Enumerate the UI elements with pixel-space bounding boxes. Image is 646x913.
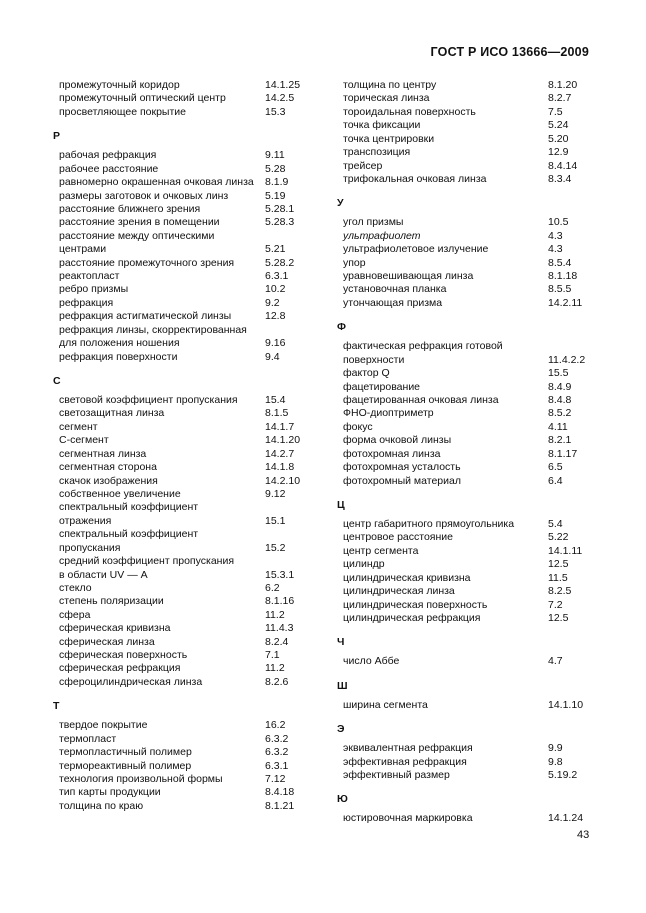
index-term: цилиндр	[343, 558, 385, 571]
index-entry	[59, 149, 339, 162]
section-letter: Т	[53, 700, 60, 713]
index-term: пропускания	[59, 541, 121, 554]
index-term: расстояние зрения в помещении	[59, 216, 220, 229]
index-ref: 9.12	[265, 487, 286, 500]
document-header: ГОСТ Р ИСО 13666—2009	[430, 45, 589, 59]
section-gap	[343, 669, 593, 677]
index-term: просветляющее покрытие	[59, 105, 186, 118]
index-term: угол призмы	[343, 216, 404, 229]
index-term: размеры заготовок и очковых линз	[59, 189, 229, 202]
index-term: сферическая рефракция	[59, 662, 181, 675]
index-entry	[59, 475, 339, 488]
index-ref: 9.16	[265, 337, 286, 350]
index-ref: 8.1.9	[265, 176, 289, 189]
index-entry	[59, 324, 339, 337]
index-entry	[343, 106, 593, 119]
index-entry	[59, 283, 339, 296]
index-term: юстировочная маркировка	[343, 812, 473, 825]
index-ref: 14.1.7	[265, 420, 295, 433]
index-entry	[343, 381, 593, 394]
index-entry	[59, 310, 339, 323]
index-entry	[343, 146, 593, 159]
index-entry	[59, 190, 339, 203]
index-term: технология произвольной формы	[59, 772, 223, 785]
index-entry	[59, 106, 339, 119]
index-term: рабочая рефракция	[59, 149, 157, 162]
index-term: центрами	[59, 243, 107, 256]
index-ref: 8.1.17	[548, 447, 578, 460]
index-ref: 6.3.2	[265, 746, 289, 759]
index-term: цилиндрическая кривизна	[343, 571, 471, 584]
index-entry	[343, 230, 593, 243]
index-ref: 15.4	[265, 394, 286, 407]
index-term: трифокальная очковая линза	[343, 172, 487, 185]
index-term: термореактивный полимер	[59, 759, 192, 772]
index-term: промежуточный оптический центр	[59, 92, 226, 105]
index-term: фактор Q	[343, 367, 390, 380]
index-ref: 12.5	[548, 558, 569, 571]
section-gap	[59, 119, 339, 127]
index-entry	[59, 676, 339, 689]
index-term: расстояние промежуточного зрения	[59, 256, 235, 269]
index-ref: 9.4	[265, 350, 280, 363]
index-term: точка центрировки	[343, 132, 435, 145]
index-entry	[343, 448, 593, 461]
index-entry	[343, 742, 593, 755]
index-entry	[343, 421, 593, 434]
index-term: упор	[343, 256, 366, 269]
page-number: 43	[577, 829, 590, 841]
section-gap	[59, 689, 339, 697]
index-entry	[59, 351, 339, 364]
index-term: в области UV — А	[59, 568, 148, 581]
section-gap	[343, 625, 593, 633]
index-term: скачок изображения	[59, 474, 158, 487]
index-term: установочная планка	[343, 283, 447, 296]
index-ref: 16.2	[265, 719, 286, 732]
index-term: степень поляризации	[59, 595, 164, 608]
index-ref: 5.28.3	[265, 216, 295, 229]
index-ref: 6.2	[265, 581, 280, 594]
index-entry	[343, 599, 593, 612]
index-entry	[59, 760, 339, 773]
index-entry	[59, 582, 339, 595]
index-ref: 8.5.2	[548, 407, 572, 420]
index-entry	[59, 216, 339, 229]
section-letter: С	[53, 375, 61, 388]
index-term: сегментная сторона	[59, 461, 157, 474]
index-term: собственное увеличение	[59, 487, 181, 500]
index-ref: 5.19	[265, 189, 286, 202]
index-ref: 7.1	[265, 649, 280, 662]
index-entry	[343, 475, 593, 488]
index-term: стекло	[59, 581, 92, 594]
index-ref: 6.3.1	[265, 270, 289, 283]
index-ref: 6.5	[548, 461, 563, 474]
section-gap	[343, 488, 593, 496]
section-letter: Ч	[337, 636, 345, 649]
index-entry	[59, 421, 339, 434]
index-entry	[343, 545, 593, 558]
index-ref: 14.1.10	[548, 698, 584, 711]
index-term: сегмент	[59, 420, 98, 433]
index-entry	[59, 257, 339, 270]
index-ref: 14.1.25	[265, 79, 301, 91]
index-entry	[343, 572, 593, 585]
index-entry	[343, 160, 593, 173]
index-entry	[343, 216, 593, 229]
index-entry	[59, 649, 339, 662]
index-entry	[59, 488, 339, 501]
index-entry	[59, 434, 339, 447]
index-ref: 15.5	[548, 367, 569, 380]
index-term: число Аббе	[343, 655, 400, 668]
index-term: термопластичный полимер	[59, 746, 192, 759]
index-ref: 8.5.5	[548, 283, 572, 296]
index-ref: 5.19.2	[548, 769, 578, 782]
index-ref: 9.9	[548, 742, 563, 755]
index-term: для положения ношения	[59, 337, 180, 350]
index-term: ребро призмы	[59, 283, 129, 296]
index-entry	[343, 394, 593, 407]
index-entry	[343, 612, 593, 625]
index-entry	[59, 515, 339, 528]
index-entry	[59, 407, 339, 420]
index-entry	[343, 354, 593, 367]
index-ref: 8.1.16	[265, 595, 295, 608]
index-ref: 4.3	[548, 243, 563, 256]
index-ref: 8.4.8	[548, 394, 572, 407]
index-ref: 14.1.20	[265, 434, 301, 447]
index-term: эффективная рефракция	[343, 755, 467, 768]
index-entry	[343, 173, 593, 186]
index-ref: 15.2	[265, 541, 286, 554]
index-term: реактопласт	[59, 270, 120, 283]
index-entry	[343, 461, 593, 474]
index-column-right	[337, 79, 593, 826]
index-term: спектральный коэффициент	[59, 528, 199, 541]
index-entry	[343, 434, 593, 447]
index-term: фотохромный материал	[343, 474, 461, 487]
index-term: светозащитная линза	[59, 407, 165, 420]
section-letter: Э	[337, 723, 345, 736]
index-entry	[59, 595, 339, 608]
index-ref: 6.4	[548, 474, 563, 487]
section-letter: У	[337, 197, 344, 210]
section-letter: Ш	[337, 679, 348, 692]
index-term: сферическая кривизна	[59, 622, 171, 635]
index-entry	[59, 528, 339, 541]
index-entry	[343, 133, 593, 146]
index-term: С-сегмент	[59, 434, 109, 447]
index-term: уравновешивающая линза	[343, 270, 474, 283]
index-term: отражения	[59, 514, 112, 527]
index-entry	[59, 555, 339, 568]
index-term: цилиндрическая линза	[343, 585, 455, 598]
index-entry	[343, 119, 593, 132]
index-entry	[343, 531, 593, 544]
index-ref: 14.1.8	[265, 461, 295, 474]
index-ref: 15.3.1	[265, 568, 295, 581]
index-term: эффективный размер	[343, 769, 450, 782]
index-term: ультрафиолетовое излучение	[343, 243, 489, 256]
index-ref: 14.2.5	[265, 92, 295, 105]
index-ref: 8.2.5	[548, 585, 572, 598]
index-ref: 8.2.4	[265, 635, 289, 648]
index-ref: 5.28.1	[265, 202, 295, 215]
index-ref: 4.7	[548, 655, 563, 668]
index-entry	[59, 609, 339, 622]
index-entry	[59, 394, 339, 407]
index-entry	[59, 448, 339, 461]
index-entry	[59, 243, 339, 256]
index-entry	[343, 270, 593, 283]
index-entry	[59, 800, 339, 813]
index-ref: 10.5	[548, 216, 569, 229]
section-gap	[343, 186, 593, 194]
index-ref: 11.2	[265, 608, 285, 621]
section-letter: Р	[53, 130, 61, 143]
index-term: сферическая поверхность	[59, 649, 188, 662]
index-entry	[59, 230, 339, 243]
index-term: фактическая рефракция готовой	[343, 340, 503, 353]
index-entry	[343, 243, 593, 256]
index-entry	[343, 699, 593, 712]
index-ref: 8.1.18	[548, 270, 578, 283]
index-term: сфероцилиндрическая линза	[59, 675, 203, 688]
index-entry	[59, 786, 339, 799]
index-ref: 5.4	[548, 517, 563, 530]
index-ref: 5.28	[265, 162, 286, 175]
index-ref: 8.2.6	[265, 675, 289, 688]
index-column-left	[53, 79, 339, 813]
index-term: фацетирование	[343, 380, 421, 393]
index-term: фотохромная линза	[343, 447, 441, 460]
index-term: световой коэффициент пропускания	[59, 394, 238, 407]
index-term: средний коэффициент пропускания	[59, 555, 235, 568]
index-entry	[59, 461, 339, 474]
index-term: форма очковой линзы	[343, 434, 452, 447]
index-entry	[343, 297, 593, 310]
index-ref: 7.5	[548, 105, 563, 118]
index-entry	[59, 501, 339, 514]
index-term: тороидальная поверхность	[343, 105, 476, 118]
index-ref: 15.3	[265, 105, 286, 118]
index-ref: 11.4.2.2	[548, 353, 586, 366]
section-letter: Ф	[337, 321, 346, 334]
index-term: равномерно окрашенная очковая линза	[59, 176, 254, 189]
index-term: фокус	[343, 420, 373, 433]
index-ref: 8.4.18	[265, 786, 295, 799]
section-letter: Ю	[337, 793, 348, 806]
index-ref: 14.2.10	[265, 474, 301, 487]
index-ref: 6.3.2	[265, 732, 289, 745]
index-entry	[343, 340, 593, 353]
index-entry	[59, 337, 339, 350]
index-ref: 8.4.9	[548, 380, 572, 393]
index-term: утончающая призма	[343, 296, 443, 309]
index-term: толщина по краю	[59, 799, 144, 812]
index-term: промежуточный коридор	[59, 79, 180, 91]
index-term: эквивалентная рефракция	[343, 742, 473, 755]
index-term: центровое расстояние	[343, 531, 453, 544]
index-ref: 9.11	[265, 149, 285, 162]
index-ref: 8.3.4	[548, 172, 572, 185]
index-term: сферическая линза	[59, 635, 155, 648]
index-entry	[343, 756, 593, 769]
index-term: цилиндрическая рефракция	[343, 611, 481, 624]
index-entry	[59, 719, 339, 732]
index-ref: 8.2.1	[548, 434, 572, 447]
section-gap	[343, 310, 593, 318]
index-entry	[59, 270, 339, 283]
index-term: трейсер	[343, 159, 383, 172]
index-term: центр габаритного прямоугольника	[343, 517, 515, 530]
index-term: ширина сегмента	[343, 698, 428, 711]
index-entry	[59, 79, 339, 92]
index-entry	[343, 407, 593, 420]
index-term: ультрафиолет	[343, 229, 421, 242]
section-gap	[59, 364, 339, 372]
index-ref: 4.11	[548, 420, 568, 433]
index-ref: 7.2	[548, 598, 563, 611]
index-ref: 8.5.4	[548, 256, 572, 269]
section-letter: Ц	[337, 498, 345, 511]
index-term: центр сегмента	[343, 544, 419, 557]
index-term: торическая линза	[343, 92, 430, 105]
index-entry	[59, 773, 339, 786]
index-entry	[59, 636, 339, 649]
index-ref: 5.21	[265, 243, 286, 256]
index-term: транспозиция	[343, 146, 411, 159]
index-term: расстояние ближнего зрения	[59, 202, 201, 215]
index-ref: 6.3.1	[265, 759, 289, 772]
index-term: толщина по центру	[343, 79, 437, 91]
index-ref: 8.1.5	[265, 407, 289, 420]
index-term: цилиндрическая поверхность	[343, 598, 488, 611]
index-ref: 5.28.2	[265, 256, 295, 269]
index-term: термопласт	[59, 732, 117, 745]
index-term: рефракция астигматической линзы	[59, 310, 232, 323]
section-gap	[343, 712, 593, 720]
index-entry	[343, 558, 593, 571]
index-entry	[343, 367, 593, 380]
index-term: сфера	[59, 608, 91, 621]
index-ref: 9.8	[548, 755, 563, 768]
index-ref: 10.2	[265, 283, 286, 296]
index-entry	[59, 746, 339, 759]
index-ref: 8.4.14	[548, 159, 578, 172]
index-term: рефракция поверхности	[59, 350, 178, 363]
index-entry	[343, 769, 593, 782]
index-ref: 5.24	[548, 119, 569, 132]
index-term: рефракция линзы, скорректированная	[59, 323, 247, 336]
index-term: тип карты продукции	[59, 786, 161, 799]
index-entry	[59, 622, 339, 635]
index-entry	[343, 518, 593, 531]
index-term: рабочее расстояние	[59, 162, 159, 175]
index-ref: 12.9	[548, 146, 569, 159]
index-term: поверхности	[343, 353, 405, 366]
index-term: твердое покрытие	[59, 719, 148, 732]
index-entry	[59, 92, 339, 105]
index-term: фотохромная усталость	[343, 461, 461, 474]
index-ref: 11.5	[548, 571, 568, 584]
index-ref: 8.1.21	[265, 799, 295, 812]
index-ref: 5.22	[548, 531, 569, 544]
index-ref: 14.2.7	[265, 447, 295, 460]
index-entry	[59, 176, 339, 189]
index-ref: 8.1.20	[548, 79, 578, 91]
index-term: спектральный коэффициент	[59, 501, 199, 514]
index-entry	[59, 297, 339, 310]
index-entry	[59, 569, 339, 582]
index-ref: 12.8	[265, 310, 286, 323]
index-entry	[343, 79, 593, 92]
index-ref: 7.12	[265, 772, 286, 785]
index-entry	[343, 92, 593, 105]
index-ref: 8.2.7	[548, 92, 572, 105]
index-ref: 11.2	[265, 662, 285, 675]
index-entry	[343, 585, 593, 598]
index-ref: 5.20	[548, 132, 569, 145]
index-term: фацетированная очковая линза	[343, 394, 499, 407]
index-term: сегментная линза	[59, 447, 147, 460]
index-entry	[343, 812, 593, 825]
section-gap	[343, 782, 593, 790]
index-entry	[59, 163, 339, 176]
index-ref: 14.1.24	[548, 812, 584, 825]
index-entry	[343, 283, 593, 296]
index-ref: 11.4.3	[265, 622, 294, 635]
index-term: ФНО-диоптриметр	[343, 407, 434, 420]
index-ref: 15.1	[265, 514, 286, 527]
index-ref: 14.2.11	[548, 296, 583, 309]
index-entry	[59, 733, 339, 746]
index-entry	[59, 542, 339, 555]
index-ref: 9.2	[265, 296, 280, 309]
index-entry	[59, 662, 339, 675]
index-term: расстояние между оптическими	[59, 229, 215, 242]
index-ref: 14.1.11	[548, 544, 583, 557]
index-ref: 4.3	[548, 229, 563, 242]
index-term: точка фиксации	[343, 119, 421, 132]
index-entry	[343, 655, 593, 668]
index-entry	[59, 203, 339, 216]
index-term: рефракция	[59, 296, 114, 309]
index-ref: 12.5	[548, 611, 569, 624]
index-entry	[343, 257, 593, 270]
